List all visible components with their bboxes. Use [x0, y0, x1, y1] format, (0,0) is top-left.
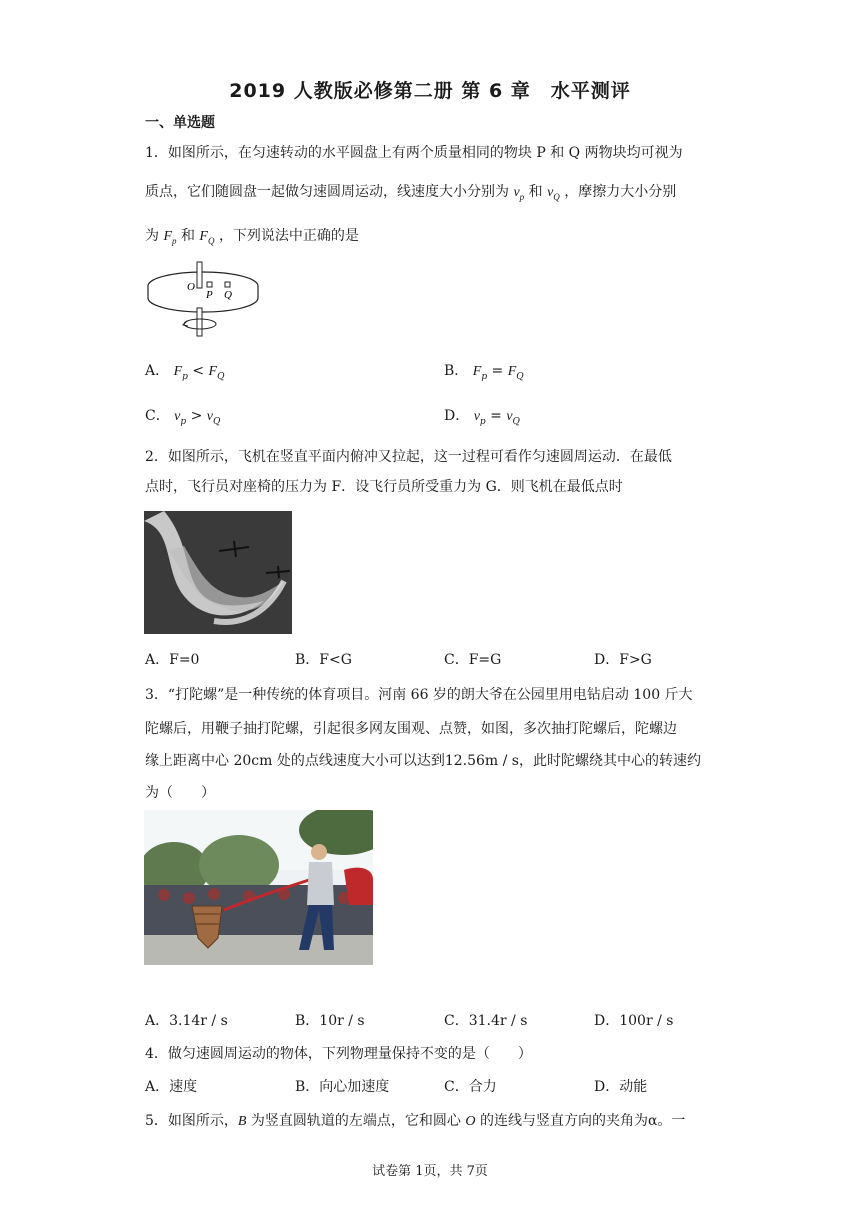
q1-text-b: 和 [528, 184, 543, 200]
q3-line-2: 陀螺后，用鞭子抽打陀螺，引起很多网友围观、点赞，如图，多次抽打陀螺后，陀螺边 [145, 721, 677, 737]
label-p: P [206, 289, 213, 301]
page-title: 2019 人教版必修第二册 第 6 章 水平测评 [229, 80, 631, 102]
q4-option-d[interactable]: D．动能 [594, 1079, 648, 1095]
q2-option-c[interactable]: C．F=G [444, 652, 502, 668]
q3-option-d[interactable]: D．100r / s [594, 1013, 674, 1029]
q1-text-e: 和 [180, 228, 195, 244]
rotating-disc-figure [143, 258, 263, 338]
q2-line-2: 点时，飞行员对座椅的压力为 F．设飞行员所受重力为 G．则飞机在最低点时 [145, 479, 623, 495]
airplane-photo [144, 511, 292, 634]
q5-line-1: 5．如图所示，B 为竖直圆轨道的左端点，它和圆心 O 的连线与竖直方向的夹角为α。一 [145, 1113, 686, 1129]
q1-option-d[interactable]: D． $v_p = v_Q$ [444, 408, 520, 427]
q3-line-1: 3．“打陀螺”是一种传统的体育项目。河南 66 岁的朗大爷在公园里用电钻启动 100 斤大 [145, 687, 693, 703]
q1-line-2 [145, 181, 676, 202]
q3-line-4: 为（ ） [145, 785, 215, 801]
f-q-symbol: $F_Q$ [199, 229, 215, 246]
v-p-symbol: $v_p$ [513, 185, 525, 202]
q1-option-a[interactable]: A． $F_p < F_Q$ [145, 363, 225, 382]
q4-option-c[interactable]: C．合力 [444, 1079, 497, 1095]
q1-text-d: 为 [145, 228, 159, 244]
q1-option-c[interactable]: C． $v_p > v_Q$ [145, 408, 221, 427]
spinning-top-photo [144, 810, 373, 965]
q1-text-f: ，下列说法中正确的是 [218, 228, 359, 244]
q3-option-c[interactable]: C．31.4r / s [444, 1013, 528, 1029]
q2-option-b[interactable]: B．F<G [295, 652, 352, 668]
q1-option-b[interactable]: B． $F_p = F_Q$ [444, 363, 524, 382]
v-q-symbol: $v_Q$ [547, 185, 560, 202]
label-q: Q [224, 289, 232, 301]
q3-option-b[interactable]: B．10r / s [295, 1013, 365, 1029]
q4-line-1: 4．做匀速圆周运动的物体，下列物理量保持不变的是（ ） [145, 1046, 532, 1062]
q2-line-1: 2．如图所示，飞机在竖直平面内俯冲又拉起，这一过程可看作匀速圆周运动．在最低 [145, 449, 672, 465]
q1-text-a: 质点，它们随圆盘一起做匀速圆周运动，线速度大小分别为 [145, 184, 509, 200]
q2-option-a[interactable]: A．F=0 [145, 652, 200, 668]
f-p-symbol: $F_p$ [163, 229, 177, 246]
section-heading: 一、单选题 [145, 115, 215, 131]
q3-line-3: 缘上距离中心 20cm 处的点线速度大小可以达到12.56m / s，此时陀螺绕其中心的转速约 [145, 753, 701, 769]
q2-option-d[interactable]: D．F>G [594, 652, 652, 668]
label-o: O [187, 281, 195, 293]
q4-option-b[interactable]: B．向心加速度 [295, 1079, 390, 1095]
q1-line-1: 1．如图所示，在匀速转动的水平圆盘上有两个质量相同的物块 P 和 Q 两物块均可视为 [145, 145, 683, 161]
q1-text-c: ，摩擦力大小分别 [564, 184, 677, 200]
q1-line-3 [145, 225, 359, 246]
page-footer: 试卷第 1页，共 7页 [372, 1164, 488, 1179]
q3-option-a[interactable]: A．3.14r / s [145, 1013, 228, 1029]
q4-option-a[interactable]: A．速度 [145, 1079, 198, 1095]
